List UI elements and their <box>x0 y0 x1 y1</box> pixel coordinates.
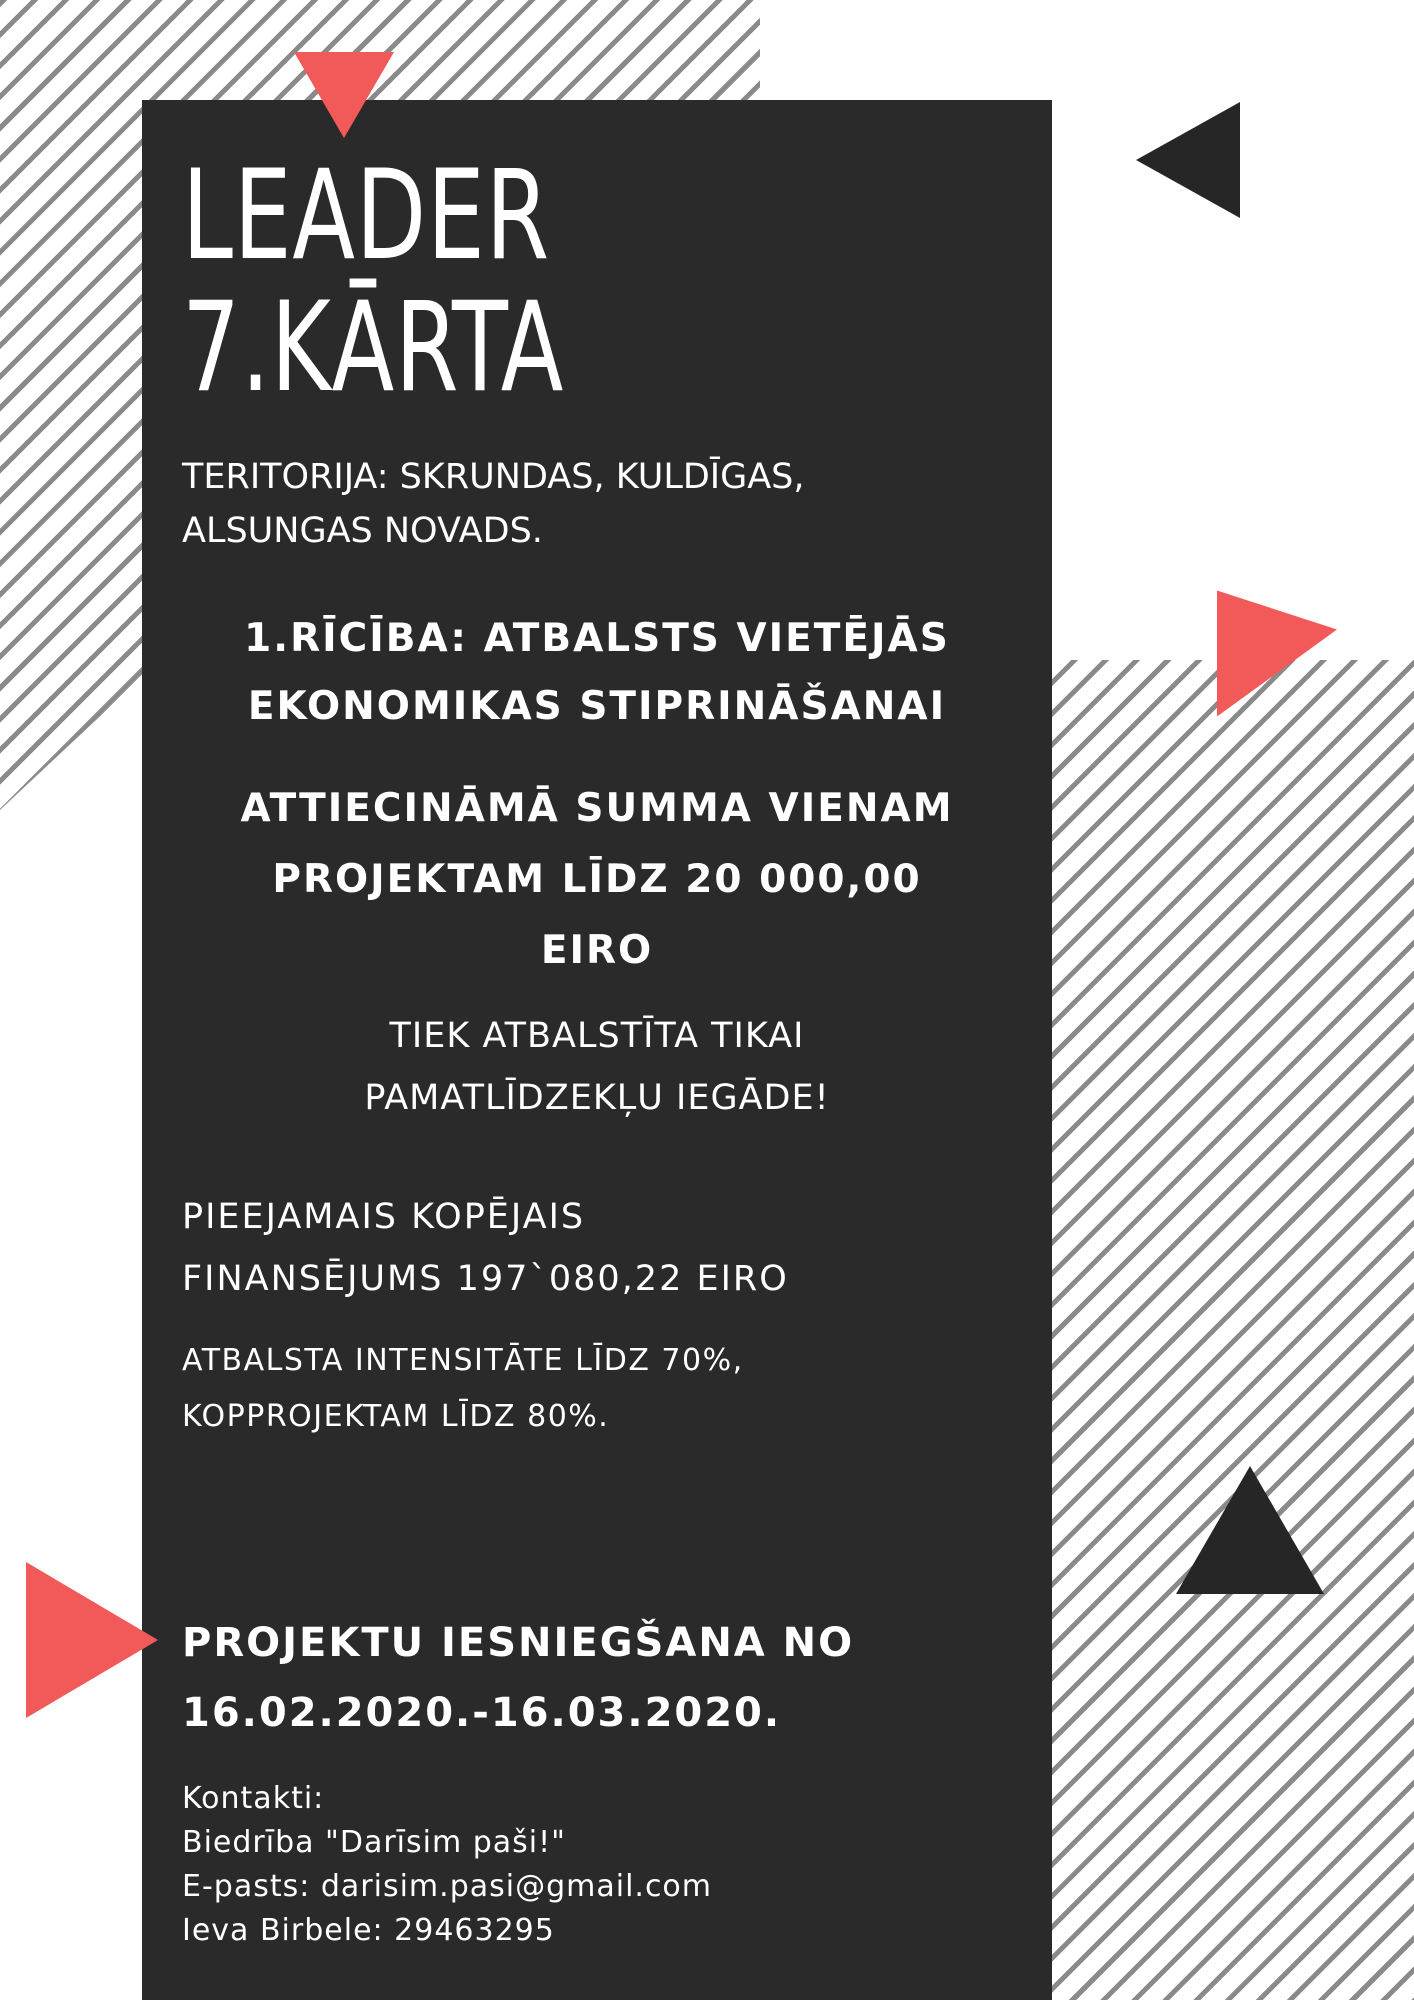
deadline-line-2: 16.02.2020.-16.03.2020. <box>182 1690 782 1736</box>
funding-line-2: FINANSĒJUMS 197`080,22 EIRO <box>182 1259 789 1299</box>
title-line-2: 7.KĀRTA <box>182 276 565 420</box>
red-triangle-right-bottom-icon <box>26 1562 158 1718</box>
contacts-email: E-pasts: darisim.pasi@gmail.com <box>182 1869 713 1904</box>
sum-line-3: EIRO <box>540 928 654 973</box>
eligible-sum-text <box>142 773 1052 986</box>
contacts-organization: Biedrība "Darīsim paši!" <box>182 1825 566 1860</box>
fixed-assets-note <box>142 1005 1052 1129</box>
action-heading <box>142 605 1052 741</box>
territory-text <box>182 450 1002 558</box>
action-line-2: EKONOMIKAS STIPRINĀŠANAI <box>247 684 947 729</box>
total-funding-text <box>182 1186 1002 1310</box>
territory-line-2: ALSUNGAS NOVADS. <box>182 511 543 551</box>
submission-period <box>182 1608 1022 1748</box>
main-panel <box>142 100 1052 2000</box>
red-triangle-down-icon <box>294 52 394 138</box>
deadline-line-1: PROJEKTU IESNIEGŠANA NO <box>182 1620 855 1666</box>
dark-triangle-left-icon <box>1136 102 1240 218</box>
intensity-line-1: ATBALSTA INTENSITĀTE LĪDZ 70%, <box>182 1343 744 1378</box>
support-intensity-text <box>182 1333 1002 1445</box>
note-line-2: PAMATLĪDZEKĻU IEGĀDE! <box>364 1078 830 1118</box>
title-line-1: LEADER <box>182 144 551 288</box>
note-line-1: TIEK ATBALSTĪTA TIKAI <box>389 1016 805 1056</box>
territory-line-1: TERITORIJA: SKRUNDAS, KULDĪGAS, <box>182 457 805 497</box>
funding-line-1: PIEEJAMAIS KOPĒJAIS <box>182 1197 586 1237</box>
sum-line-2: PROJEKTAM LĪDZ 20 000,00 <box>272 857 922 902</box>
sum-line-1: ATTIECINĀMĀ SUMMA VIENAM <box>240 786 954 831</box>
intensity-line-2: KOPPROJEKTAM LĪDZ 80%. <box>182 1399 610 1434</box>
contacts-heading: Kontakti: <box>182 1781 325 1816</box>
dark-triangle-up-icon <box>1176 1466 1324 1594</box>
action-line-1: 1.RĪCĪBA: ATBALSTS VIETĒJĀS <box>244 616 950 661</box>
contacts-phone: Ieva Birbele: 29463295 <box>182 1913 555 1948</box>
contacts-block <box>182 1777 1002 1953</box>
stripe-pattern-bottom <box>1040 660 1414 2000</box>
poster-title <box>182 144 565 420</box>
